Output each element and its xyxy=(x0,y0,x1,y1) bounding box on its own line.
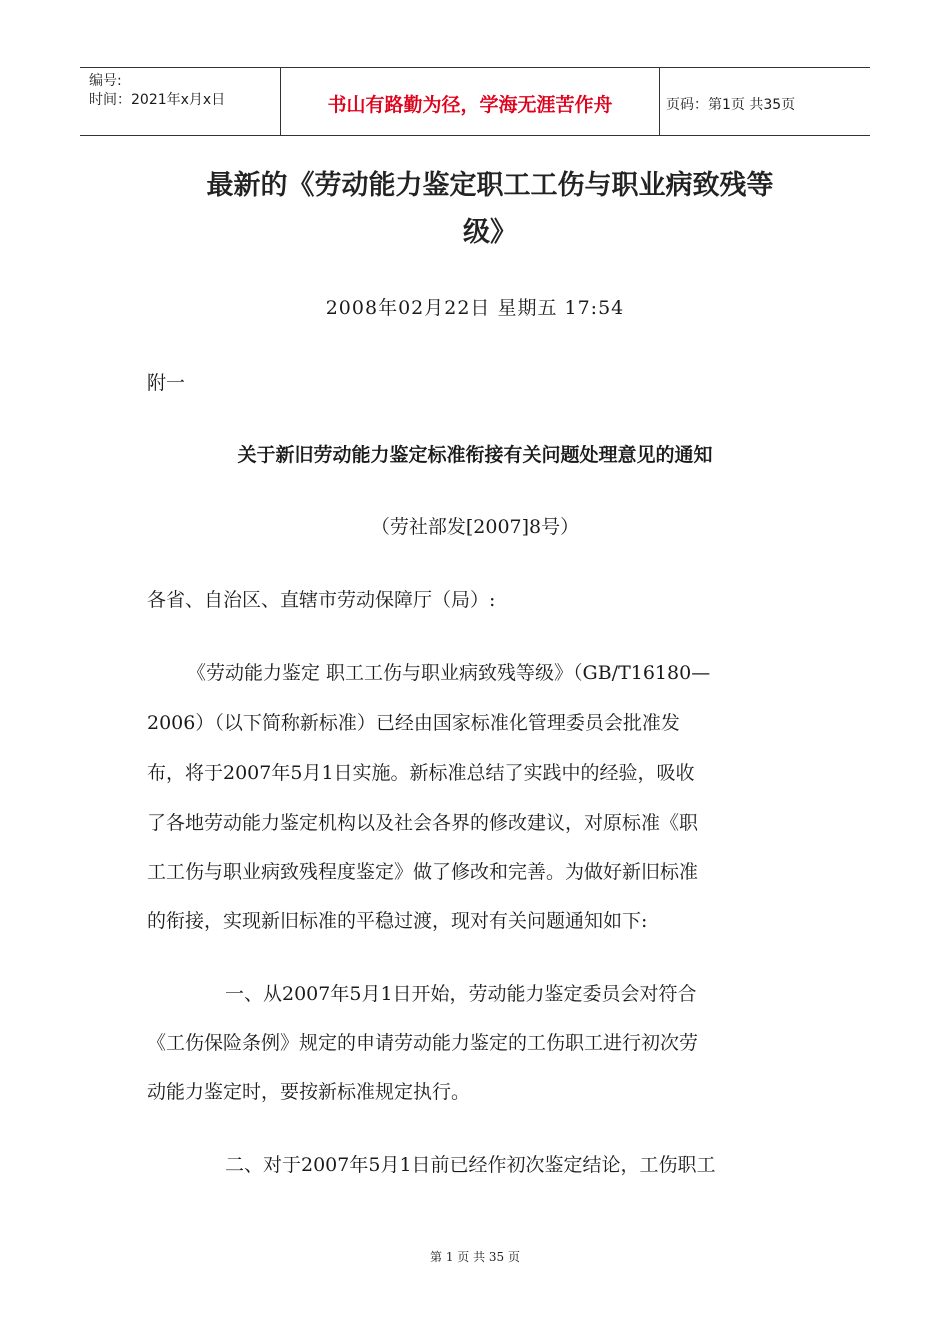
paragraph-2-line-3: 动能力鉴定时，要按新标准规定执行。 xyxy=(147,1081,471,1103)
time-label: 时间：2021年x月x日 xyxy=(89,92,226,108)
addressee: 各省、自治区、直辖市劳动保障厅（局）: xyxy=(147,589,496,611)
document-number: （劳社部发[2007]8号） xyxy=(370,516,580,538)
header-meta-cell xyxy=(80,68,281,135)
page-code: 页码：第1页 共35页 xyxy=(666,96,796,113)
paragraph-1-line-5: 工工伤与职业病致残程度鉴定》做了修改和完善。为做好新旧标准 xyxy=(147,861,699,883)
paragraph-1-line-2: 2006）（以下简称新标准）已经由国家标准化管理委员会批准发 xyxy=(147,712,680,734)
header-table xyxy=(80,67,870,136)
appendix-label: 附一 xyxy=(147,372,186,394)
paragraph-2-line-1: 一、从2007年5月1日开始，劳动能力鉴定委员会对符合 xyxy=(225,983,697,1005)
post-date: 2008年02月22日 星期五 17:54 xyxy=(325,297,625,319)
title-line-1: 最新的《劳动能力鉴定职工工伤与职业病致残等 xyxy=(206,170,774,201)
notice-title: 关于新旧劳动能力鉴定标准衔接有关问题处理意见的通知 xyxy=(237,444,713,466)
page-footer: 第 1 页 共 35 页 xyxy=(430,1250,520,1264)
paragraph-1-line-3: 布，将于2007年5月1日实施。新标准总结了实践中的经验，吸收 xyxy=(147,762,695,784)
paragraph-3-line-1: 二、对于2007年5月1日前已经作初次鉴定结论，工伤职工 xyxy=(225,1154,716,1176)
title-line-2: 级》 xyxy=(463,217,517,248)
serial-label: 编号: xyxy=(89,73,122,89)
paragraph-2-line-2: 《工伤保险条例》规定的申请劳动能力鉴定的工伤职工进行初次劳 xyxy=(147,1032,699,1054)
document-title xyxy=(150,162,830,256)
paragraph-1-line-4: 了各地劳动能力鉴定机构以及社会各界的修改建议，对原标准《职 xyxy=(147,812,699,834)
motto: 书山有路勤为径，学海无涯苦作舟 xyxy=(281,68,660,135)
paragraph-1-line-1: 《劳动能力鉴定 职工工伤与职业病致残等级》（GB/T16180— xyxy=(187,662,711,684)
paragraph-1-line-6: 的衔接，实现新旧标准的平稳过渡，现对有关问题通知如下: xyxy=(147,910,648,932)
